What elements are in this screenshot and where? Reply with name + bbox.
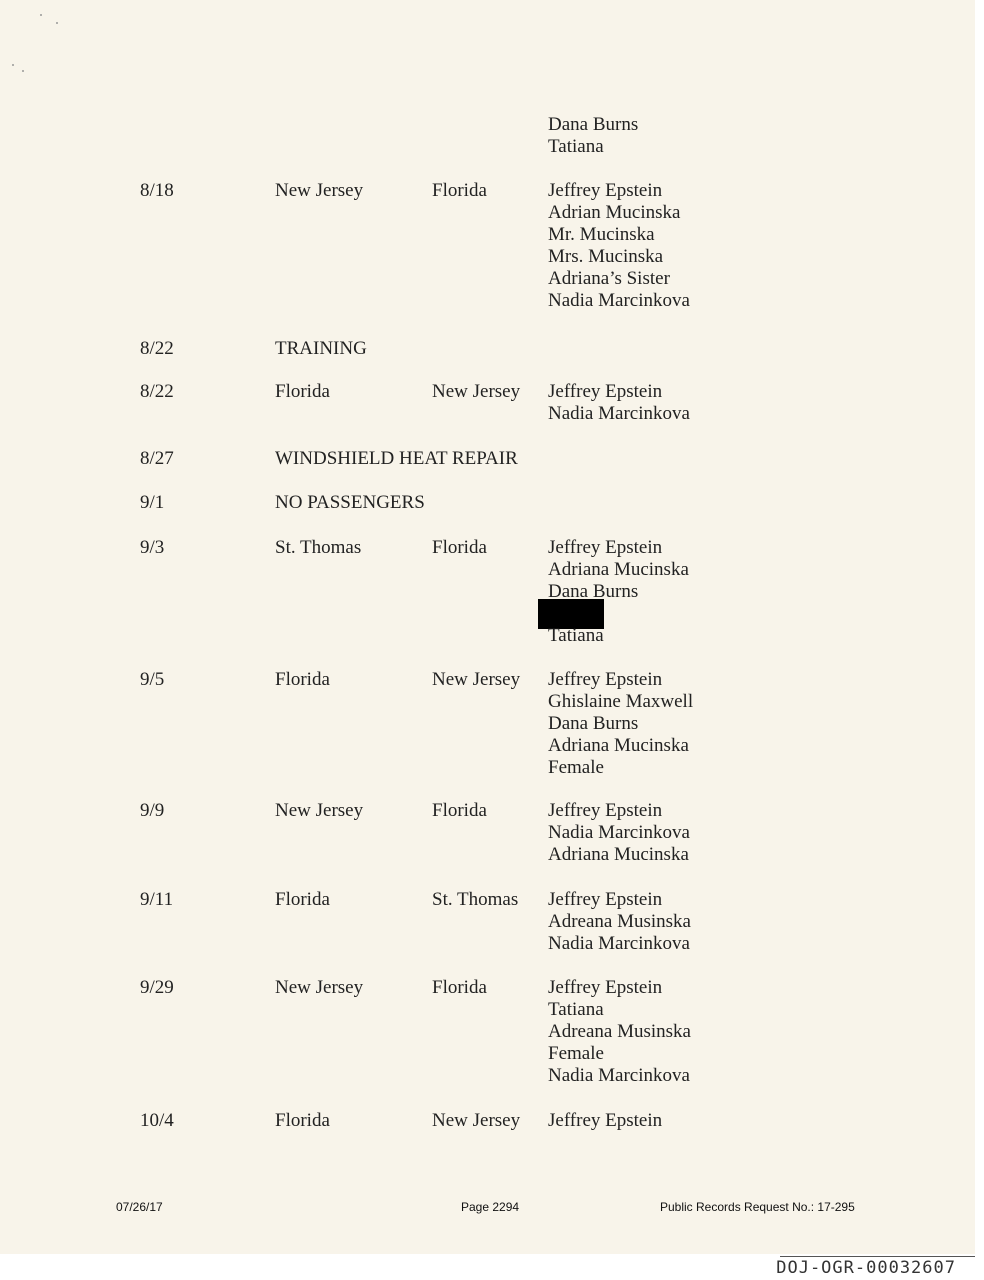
passenger-name: Nadia Marcinkova <box>548 1065 690 1086</box>
passenger-name: Jeffrey Epstein <box>548 977 663 998</box>
flight-destination: Florida <box>432 977 487 998</box>
passenger-name: Jeffrey Epstein <box>548 537 663 558</box>
top-passenger-list <box>548 114 638 158</box>
passenger-name: Tatiana <box>548 625 604 646</box>
flight-note: WINDSHIELD HEAT REPAIR <box>275 448 518 469</box>
passenger-name: Nadia Marcinkova <box>548 822 690 843</box>
flight-destination: St. Thomas <box>432 889 519 910</box>
passenger-name: Nadia Marcinkova <box>548 933 690 954</box>
flight-destination: New Jersey <box>432 1110 521 1131</box>
flight-date: 9/11 <box>140 889 174 910</box>
passenger-list <box>548 381 690 425</box>
footer-date: 07/26/17 <box>116 1200 163 1214</box>
passenger-name: Adreana Musinska <box>548 911 691 932</box>
passenger-name: Tatiana <box>548 136 604 157</box>
flight-origin: Florida <box>275 381 330 402</box>
flight-origin: Florida <box>275 669 330 690</box>
flight-date: 9/5 <box>140 669 165 690</box>
passenger-list <box>548 889 691 955</box>
flight-origin: New Jersey <box>275 800 364 821</box>
flight-date: 9/3 <box>140 537 165 558</box>
flight-note: NO PASSENGERS <box>275 492 425 513</box>
passenger-name: Adriana Mucinska <box>548 844 689 865</box>
passenger-name: Nadia Marcinkova <box>548 403 690 424</box>
bates-rule <box>780 1256 975 1257</box>
flight-date: 9/29 <box>140 977 174 998</box>
flight-date: 8/18 <box>140 180 174 201</box>
passenger-name: Nadia Marcinkova <box>548 290 690 311</box>
flight-note: TRAINING <box>275 338 367 359</box>
flight-destination: New Jersey <box>432 381 521 402</box>
scan-speck <box>12 64 14 66</box>
passenger-name: Jeffrey Epstein <box>548 1110 663 1131</box>
bates-number: DOJ-OGR-00032607 <box>776 1258 956 1278</box>
passenger-name: Jeffrey Epstein <box>548 800 663 821</box>
flight-date: 9/9 <box>140 800 165 821</box>
flight-date: 10/4 <box>140 1110 174 1131</box>
passenger-name: Jeffrey Epstein <box>548 669 663 690</box>
passenger-name: Dana Burns <box>548 114 639 135</box>
passenger-list <box>548 800 690 866</box>
flight-origin: Florida <box>275 889 330 910</box>
flight-date: 9/1 <box>140 492 165 513</box>
flight-date: 8/22 <box>140 338 174 359</box>
passenger-name: Adrian Mucinska <box>548 202 681 223</box>
scan-speck <box>56 22 58 24</box>
flight-origin: New Jersey <box>275 180 364 201</box>
scan-speck <box>40 14 42 16</box>
passenger-name: Dana Burns <box>548 581 639 602</box>
passenger-name: Female <box>548 1043 604 1064</box>
passenger-list <box>548 180 690 312</box>
scan-speck <box>22 70 24 72</box>
passenger-name: Adriana’s Sister <box>548 268 670 289</box>
passenger-name: Adriana Mucinska <box>548 559 689 580</box>
flight-origin: Florida <box>275 1110 330 1131</box>
passenger-list <box>548 977 691 1087</box>
flight-destination: New Jersey <box>432 669 521 690</box>
passenger-name: Ghislaine Maxwell <box>548 691 694 712</box>
flight-date: 8/22 <box>140 381 174 402</box>
flight-destination: Florida <box>432 537 487 558</box>
passenger-name: Adriana Mucinska <box>548 735 689 756</box>
passenger-name: Mr. Mucinska <box>548 224 655 245</box>
passenger-list <box>548 1110 662 1132</box>
passenger-name: Dana Burns <box>548 713 639 734</box>
passenger-name: Adreana Musinska <box>548 1021 691 1042</box>
flight-destination: Florida <box>432 180 487 201</box>
flight-destination: Florida <box>432 800 487 821</box>
passenger-name: Jeffrey Epstein <box>548 381 663 402</box>
passenger-name: Mrs. Mucinska <box>548 246 664 267</box>
passenger-list <box>548 669 693 779</box>
flight-origin: St. Thomas <box>275 537 362 558</box>
passenger-name: Jeffrey Epstein <box>548 889 663 910</box>
footer-request-number: Public Records Request No.: 17-295 <box>660 1200 855 1214</box>
footer-page-number: Page 2294 <box>461 1200 520 1214</box>
passenger-name: Tatiana <box>548 999 604 1020</box>
flight-origin: New Jersey <box>275 977 364 998</box>
passenger-list <box>548 537 689 647</box>
passenger-name: Female <box>548 757 604 778</box>
passenger-name: Jeffrey Epstein <box>548 180 663 201</box>
flight-date: 8/27 <box>140 448 174 469</box>
